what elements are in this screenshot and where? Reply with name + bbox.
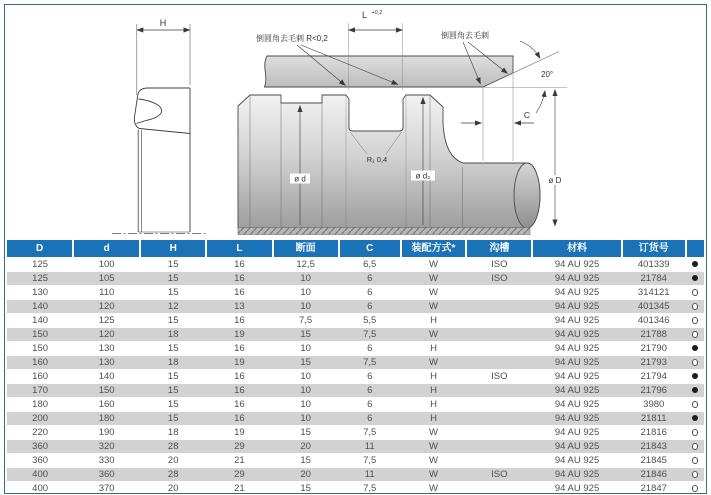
- table-cell: 7,5: [273, 314, 339, 328]
- table-cell: 21790: [622, 342, 686, 356]
- table-cell: 130: [73, 356, 140, 370]
- shaft-shape: [238, 95, 540, 228]
- table-cell: 21784: [622, 272, 686, 286]
- table-cell: 100: [73, 258, 140, 272]
- table-cell: 12,5: [273, 258, 339, 272]
- table-cell: 29: [206, 440, 272, 454]
- table-cell: H: [401, 384, 467, 398]
- table-cell: 180: [7, 398, 73, 412]
- table-cell: W: [401, 482, 467, 495]
- table-cell: 94 AU 925: [532, 286, 621, 300]
- table-cell: 21796: [622, 384, 686, 398]
- status-dot-filled: [692, 373, 698, 379]
- table-cell: [466, 482, 532, 495]
- table-cell: 10: [273, 412, 339, 426]
- column-header: 装配方式*: [401, 240, 467, 258]
- table-cell: H: [401, 342, 467, 356]
- table-cell: 400: [7, 482, 73, 495]
- table-cell: 150: [73, 384, 140, 398]
- table-cell: 15: [140, 314, 206, 328]
- table-cell: 21816: [622, 426, 686, 440]
- table-cell: 400: [7, 468, 73, 482]
- status-dot-open: [692, 331, 699, 338]
- table-cell: 21794: [622, 370, 686, 384]
- table-row: [7, 328, 704, 342]
- table-cell: 120: [73, 300, 140, 314]
- h-dim-label: H: [160, 18, 167, 28]
- table-cell: 160: [7, 356, 73, 370]
- table-cell: 150: [7, 328, 73, 342]
- table-body: [7, 258, 704, 495]
- table-row: [7, 454, 704, 468]
- table-cell: W: [401, 272, 467, 286]
- table-cell: 10: [273, 384, 339, 398]
- table-cell: ISO: [466, 468, 532, 482]
- table-row: [7, 370, 704, 384]
- table-cell: H: [401, 412, 467, 426]
- table-cell-status: [686, 328, 704, 342]
- table-cell: 401339: [622, 258, 686, 272]
- table-cell-status: [686, 314, 704, 328]
- table-cell: 170: [7, 384, 73, 398]
- seal-profile-view: [112, 88, 206, 234]
- table-cell: 10: [273, 398, 339, 412]
- dia-d2-label: ø d₂: [416, 172, 431, 181]
- table-cell: 15: [140, 412, 206, 426]
- status-dot-filled: [692, 387, 698, 393]
- status-dot-open: [692, 471, 699, 478]
- table-row: [7, 412, 704, 426]
- table-cell: 6: [339, 286, 401, 300]
- status-dot-open: [692, 359, 699, 366]
- table-cell: H: [401, 370, 467, 384]
- table-row: [7, 398, 704, 412]
- column-header: C: [339, 240, 401, 258]
- table-row: [7, 384, 704, 398]
- table-cell: 16: [206, 412, 272, 426]
- table-cell: 370: [73, 482, 140, 495]
- table-header-row: [7, 240, 704, 258]
- table-cell: 11: [339, 468, 401, 482]
- table-row: [7, 342, 704, 356]
- column-header: [686, 240, 704, 258]
- table-cell: 125: [7, 272, 73, 286]
- table-cell: 6: [339, 342, 401, 356]
- table-cell: 16: [206, 370, 272, 384]
- hatch-strip: [238, 228, 530, 235]
- table-cell: 140: [73, 370, 140, 384]
- table-cell: 11: [339, 440, 401, 454]
- table-cell: 5,5: [339, 314, 401, 328]
- groove-radius-label: R₁ 0,4: [367, 155, 387, 164]
- table-cell: 360: [73, 468, 140, 482]
- table-cell: 15: [140, 384, 206, 398]
- table-cell: W: [401, 300, 467, 314]
- table-cell: 200: [7, 412, 73, 426]
- table-cell: 94 AU 925: [532, 342, 621, 356]
- deburr-right-label: 倒圆角去毛刺: [441, 30, 489, 40]
- table-cell: 180: [73, 412, 140, 426]
- table-cell: 160: [7, 370, 73, 384]
- table-cell: [466, 300, 532, 314]
- table-cell: 110: [73, 286, 140, 300]
- table-cell: [466, 398, 532, 412]
- table-cell: 140: [7, 314, 73, 328]
- table-cell: 16: [206, 398, 272, 412]
- table-cell: 18: [140, 426, 206, 440]
- table-cell: 15: [273, 426, 339, 440]
- table-cell: W: [401, 286, 467, 300]
- status-dot-open: [692, 429, 699, 436]
- table-cell: 18: [140, 356, 206, 370]
- table-cell: 190: [73, 426, 140, 440]
- table-cell: 7,5: [339, 356, 401, 370]
- table-cell: 10: [273, 272, 339, 286]
- table-row: [7, 286, 704, 300]
- table-cell: 125: [7, 258, 73, 272]
- table-cell-status: [686, 300, 704, 314]
- table-cell: 21: [206, 454, 272, 468]
- table-cell: H: [401, 314, 467, 328]
- table-cell: 320: [73, 440, 140, 454]
- table-cell: 94 AU 925: [532, 468, 621, 482]
- table-cell: W: [401, 328, 467, 342]
- table-cell: 125: [73, 314, 140, 328]
- table-cell-status: [686, 370, 704, 384]
- table-cell: 7,5: [339, 482, 401, 495]
- column-header: H: [140, 240, 206, 258]
- status-dot-open: [692, 401, 699, 408]
- table-cell: 120: [73, 328, 140, 342]
- table-cell: [466, 328, 532, 342]
- status-dot-open: [692, 485, 699, 492]
- table-cell: 6: [339, 384, 401, 398]
- table-cell: [466, 454, 532, 468]
- status-dot-filled: [692, 261, 698, 267]
- table-cell: 94 AU 925: [532, 398, 621, 412]
- table-cell: 94 AU 925: [532, 356, 621, 370]
- seal-profile-outline: [134, 88, 190, 134]
- table-cell: 21793: [622, 356, 686, 370]
- table-cell: 94 AU 925: [532, 258, 621, 272]
- deburr-left-label: 倒圆角去毛刺 R<0,2: [256, 33, 328, 43]
- table-cell: ISO: [466, 272, 532, 286]
- table-cell: 10: [273, 286, 339, 300]
- table-cell: [466, 384, 532, 398]
- table-cell: 15: [273, 356, 339, 370]
- table-cell: 20: [140, 482, 206, 495]
- table-cell: 140: [7, 300, 73, 314]
- table-cell: 94 AU 925: [532, 482, 621, 495]
- column-header: 订货号: [622, 240, 686, 258]
- table-cell: 130: [7, 286, 73, 300]
- table-cell: W: [401, 454, 467, 468]
- status-dot-open: [692, 303, 699, 310]
- table-cell: 130: [73, 342, 140, 356]
- table-cell: 6,5: [339, 258, 401, 272]
- table-cell: 19: [206, 328, 272, 342]
- table-cell: H: [401, 398, 467, 412]
- table-cell-status: [686, 412, 704, 426]
- table-cell: 94 AU 925: [532, 272, 621, 286]
- table-cell-status: [686, 384, 704, 398]
- table-cell-status: [686, 454, 704, 468]
- table-cell: 7,5: [339, 454, 401, 468]
- table-cell: 94 AU 925: [532, 370, 621, 384]
- table-cell: 15: [273, 482, 339, 495]
- table-cell: W: [401, 356, 467, 370]
- table-cell: ISO: [466, 370, 532, 384]
- table-cell-status: [686, 426, 704, 440]
- table-cell: 94 AU 925: [532, 328, 621, 342]
- dimension-table: [7, 240, 704, 495]
- table-cell: 21788: [622, 328, 686, 342]
- table-row: [7, 440, 704, 454]
- table-cell: 10: [273, 342, 339, 356]
- table-cell: 12: [140, 300, 206, 314]
- table-cell: 314121: [622, 286, 686, 300]
- table-row: [7, 482, 704, 495]
- table-cell: 15: [140, 342, 206, 356]
- table-cell: 21847: [622, 482, 686, 495]
- status-dot-open: [692, 317, 699, 324]
- table-cell: 7,5: [339, 328, 401, 342]
- dia-d-label: ø d: [294, 175, 306, 184]
- table-cell: 105: [73, 272, 140, 286]
- table-cell: 21811: [622, 412, 686, 426]
- table-cell: 19: [206, 426, 272, 440]
- table-row: [7, 272, 704, 286]
- table-row: [7, 300, 704, 314]
- column-header: D: [7, 240, 73, 258]
- table-cell-status: [686, 286, 704, 300]
- table-cell: 15: [140, 286, 206, 300]
- table-cell-status: [686, 398, 704, 412]
- table-cell: 15: [273, 454, 339, 468]
- table-cell-status: [686, 258, 704, 272]
- table-cell: [466, 426, 532, 440]
- table-cell-status: [686, 356, 704, 370]
- table-cell: 160: [73, 398, 140, 412]
- table-cell: 16: [206, 272, 272, 286]
- column-header: d: [73, 240, 140, 258]
- table-cell: [466, 412, 532, 426]
- table-cell: 15: [140, 258, 206, 272]
- column-header: L: [206, 240, 272, 258]
- column-header: 沟槽: [466, 240, 532, 258]
- table-cell: 94 AU 925: [532, 440, 621, 454]
- table-cell: 6: [339, 398, 401, 412]
- table-cell: 401346: [622, 314, 686, 328]
- status-dot-filled: [692, 275, 698, 281]
- l-dim-label: L: [362, 10, 367, 20]
- table-cell: 15: [140, 398, 206, 412]
- table-cell: 20: [273, 468, 339, 482]
- table-cell: 21845: [622, 454, 686, 468]
- dia-big-d-label: ø D: [549, 176, 562, 185]
- angle-dimension: [520, 41, 553, 113]
- table-cell: 6: [339, 412, 401, 426]
- table-cell: 401345: [622, 300, 686, 314]
- table-cell: 10: [273, 370, 339, 384]
- table-cell: 20: [273, 440, 339, 454]
- table-cell: 16: [206, 342, 272, 356]
- table-cell: 28: [140, 468, 206, 482]
- table-cell: 360: [7, 454, 73, 468]
- table-cell-status: [686, 342, 704, 356]
- table-cell: 330: [73, 454, 140, 468]
- table-cell: 7,5: [339, 426, 401, 440]
- svg-text:L +0,2: [362, 5, 382, 22]
- l-dim-tolerance: +0,2: [371, 10, 382, 16]
- angle-label: 20°: [541, 70, 553, 79]
- table-cell: [466, 440, 532, 454]
- table-row: [7, 314, 704, 328]
- column-header: 材料: [532, 240, 621, 258]
- table-cell: 16: [206, 314, 272, 328]
- status-dot-filled: [692, 345, 698, 351]
- c-dim-label: C: [524, 110, 530, 120]
- table-cell: 6: [339, 300, 401, 314]
- table-cell: 19: [206, 356, 272, 370]
- table-cell: [466, 314, 532, 328]
- table-row: [7, 426, 704, 440]
- table-cell: [466, 286, 532, 300]
- status-dot-open: [692, 443, 699, 450]
- table-cell: 16: [206, 258, 272, 272]
- table-cell: 16: [206, 286, 272, 300]
- table-cell: W: [401, 426, 467, 440]
- table-cell: 150: [7, 342, 73, 356]
- table-cell: 13: [206, 300, 272, 314]
- table-cell: 29: [206, 468, 272, 482]
- table-cell: 15: [273, 328, 339, 342]
- table-cell: 6: [339, 272, 401, 286]
- table-cell: 18: [140, 328, 206, 342]
- table-cell: 21843: [622, 440, 686, 454]
- table-cell: W: [401, 468, 467, 482]
- table-cell: 10: [273, 300, 339, 314]
- table-cell-status: [686, 440, 704, 454]
- dia-big-d-dimension: [545, 90, 565, 227]
- table-cell: 220: [7, 426, 73, 440]
- table-cell: 360: [7, 440, 73, 454]
- table-cell: 94 AU 925: [532, 426, 621, 440]
- table-cell: 15: [140, 370, 206, 384]
- table-row: [7, 468, 704, 482]
- seal-lip-notch: [137, 99, 162, 124]
- table-cell: 94 AU 925: [532, 412, 621, 426]
- table-cell: W: [401, 258, 467, 272]
- table-cell: 15: [140, 272, 206, 286]
- table-cell-status: [686, 272, 704, 286]
- table-cell: 21846: [622, 468, 686, 482]
- table-cell: W: [401, 440, 467, 454]
- table-cell: [466, 342, 532, 356]
- table-cell-status: [686, 468, 704, 482]
- technical-drawing: [0, 0, 711, 240]
- table-cell: 20: [140, 454, 206, 468]
- status-dot-open: [692, 457, 699, 464]
- table-cell: 94 AU 925: [532, 384, 621, 398]
- table-cell: ISO: [466, 258, 532, 272]
- housing-shape: [265, 56, 514, 87]
- status-dot-open: [692, 289, 699, 296]
- table-cell: 94 AU 925: [532, 314, 621, 328]
- table-cell: 94 AU 925: [532, 454, 621, 468]
- status-dot-filled: [692, 415, 698, 421]
- table-cell: 6: [339, 370, 401, 384]
- table-cell-status: [686, 482, 704, 495]
- table-row: [7, 356, 704, 370]
- table-cell: 28: [140, 440, 206, 454]
- table-cell: 16: [206, 384, 272, 398]
- rod-end-cap: [514, 163, 540, 228]
- table-cell: 21: [206, 482, 272, 495]
- h-dimension: [137, 18, 190, 95]
- column-header: 断面: [273, 240, 339, 258]
- table-cell: [466, 356, 532, 370]
- table-row: [7, 258, 704, 272]
- table-cell: 3980: [622, 398, 686, 412]
- table-cell: 94 AU 925: [532, 300, 621, 314]
